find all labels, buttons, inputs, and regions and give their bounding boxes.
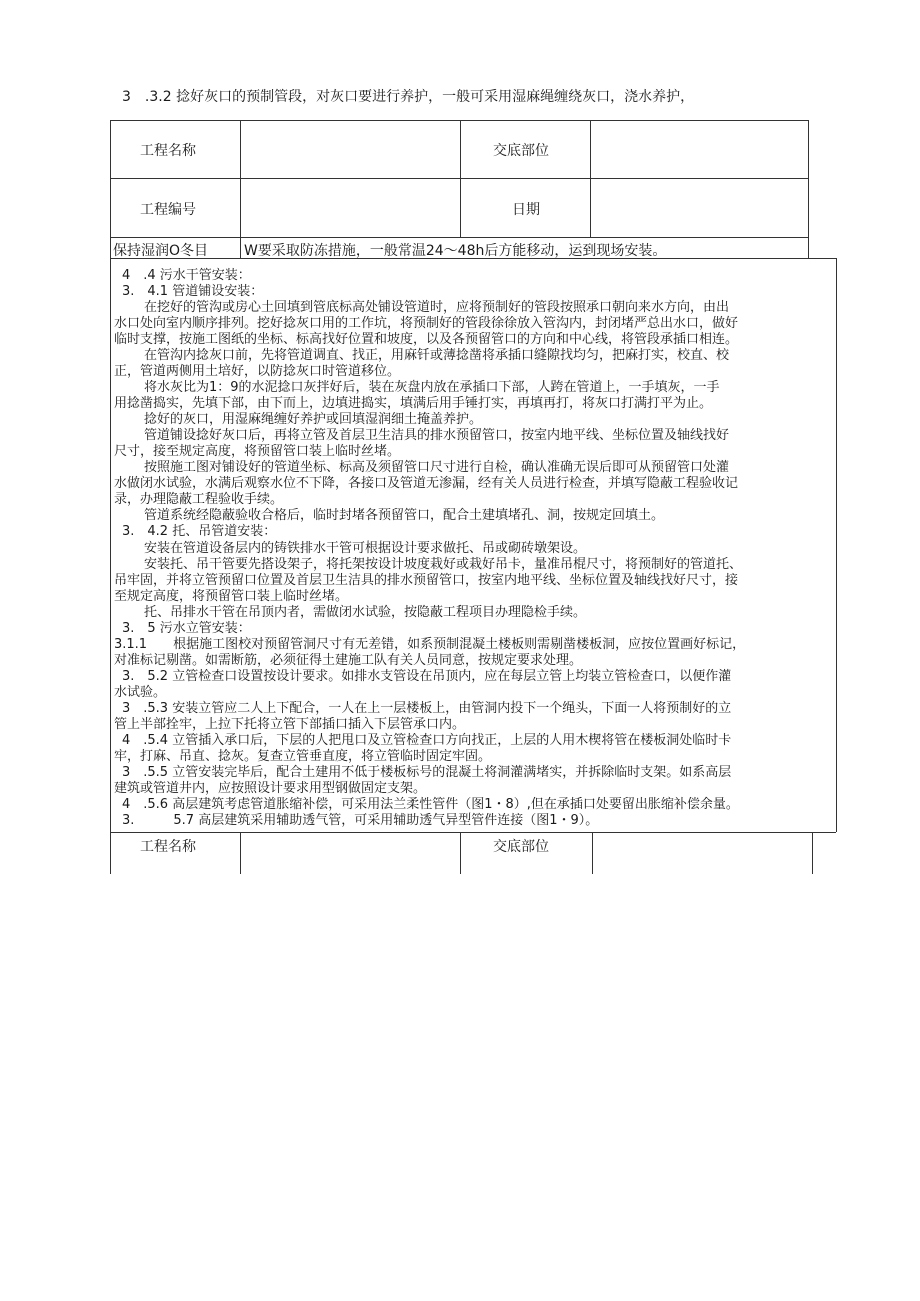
body-line: 管道系统经隐蔽验收合格后，临时封堵各预留管口，配合土建填堵孔、洞，按规定回填土。 [144,508,665,524]
body-line: 水试验。 [114,684,167,700]
body-line: 尺寸，接至规定高度，将预留管口装上临时丝堵。 [114,444,401,460]
body-line: 4 .5.4 立管插入承口后，下层的人把甩口及立管检查口方向找正，上层的人用木楔将管在楼板洞处临时卡 [122,732,732,748]
body-line: 将水灰比为1：9的水泥捻口灰拌好后，装在灰盘内放在承插口下部，人跨在管道上，一手填灰，一手 [144,380,720,396]
handover-part-label: 交底部位 [493,143,549,159]
intro-line: 3 .3.2 捻好灰口的预制管段，对灰口要进行养护，一般可采用湿麻绳缠绕灰口，浇水养护， [122,89,695,105]
body-line: 在管沟内捻灰口前，先将管道调直、找正，用麻钎或薄捻凿将承插口缝隙找均匀，把麻打实，校直、校 [144,348,730,364]
body-line: 3.1.1 根据施工图校对预留管洞尺寸有无差错，如系预制混凝土楼板则需剔凿楼板洞，应按位置画好标记， [114,636,746,652]
body-line: 对准标记剔凿。如需断筋，必须征得土建施工队有关人员同意，按规定要求处理。 [114,652,583,668]
body-line: 托、吊排水干管在吊顶内者，需做闭水试验，按隐蔽工程项目办理隐检手续。 [144,604,587,620]
body-line: 3 .5.3 安装立管应二人上下配合，一人在上一层楼板上，由管洞内投下一个绳头，下面一人将预制好的立 [122,700,732,716]
body-line: 在挖好的管沟或房心土回填到管底标高处铺设管道时，应将预制好的管段按照承口朝向来水方向，由出 [144,300,730,316]
body-line: 4 .4 污水干管安装： [122,268,251,283]
project-number-label: 工程编号 [140,202,196,218]
body-line: 安装在管道设备层内的铸铁排水干管可根据设计要求做托、吊或砌砖墩架设。 [144,540,587,556]
project-name-label: 工程名称 [140,143,196,159]
project-name-label-2: 工程名称 [140,839,196,855]
body-line: 至规定高度，将预留管口装上临时丝堵。 [114,588,349,604]
body-line: 管道铺设捻好灰口后，再将立管及首层卫生洁具的排水预留管口，按室内地平线、坐标位置及轴线找好 [144,428,730,444]
body-line: 管上半部拴牢，上拉下托将立管下部插口插入下层管承口内。 [114,716,466,732]
body-line: 4 .5.6 高层建筑考虑管道胀缩补偿，可采用法兰柔性管件（图1・8）,但在承插口处要留出胀缩补偿余量。 [122,796,739,812]
continuation-left: 保持湿润O冬目 [113,243,209,259]
body-line: 录，办理隐蔽工程验收手续。 [114,492,284,508]
body-line: 3. 5.7 高层建筑采用辅助透气管，可采用辅助透气异型管件连接（图1・9）。 [122,813,599,828]
handover-part-label-2: 交底部位 [493,839,549,855]
body-line: 按照施工图对铺设好的管道坐标、标高及须留管口尺寸进行自检，确认准确无误后即可从预留管口处灌 [144,460,730,476]
body-line: 水口处向室内顺序排列。挖好捻灰口用的工作坑，将预制好的管段徐徐放入管沟内，封闭堵严总出水口，做好 [114,316,739,332]
body-line: 牢，打麻、吊直、捻灰。复查立管垂直度，将立管临时固定牢固。 [114,748,492,764]
body-line: 3 .5.5 立管安装完毕后，配合土建用不低于楼板标号的混凝土将洞灌满堵实，并拆除临时支架。如系高层 [122,764,732,780]
body-line: 3. 4.2 托、吊管道安装： [122,524,277,540]
continuation-right: W要采取防冻措施，一般常温24～48h后方能移动，运到现场安装。 [244,243,667,259]
body-line: 临时支撑，按施工图纸的坐标、标高找好位置和坡度，以及各预留管口的方向和中心线，将管段承插口相连。 [114,332,739,348]
body-line: 捻好的灰口，用湿麻绳缠好养护或回填湿润细土掩盖养护。 [144,412,483,428]
body-line: 用捻凿捣实，先填下部，由下而上，边填进捣实，填满后用手锤打实，再填再打，将灰口打满打平为止。 [114,396,713,412]
body-line: 3. 5.2 立管检查口设置按设计要求。如排水支管设在吊顶内，应在每层立管上均装立管检查口，以便作灌 [122,668,732,684]
body-line: 正，管道两侧用土培好，以防捻灰口时管道移位。 [114,364,401,380]
body-line: 安装托、吊干管要先搭设架子，将托架按设计坡度栽好或栽好吊卡，量准吊棍尺寸，将预制好的管道托、 [144,556,743,572]
body-line: 吊牢固，并将立管预留口位置及首层卫生洁具的排水预留管口，按室内地平线、坐标位置及轴线找好尺寸，接 [114,572,739,588]
body-line: 建筑或管道井内，应按照设计要求用型钢做固定支架。 [114,780,427,796]
body-line: 3. 4.1 管道铺设安装： [122,284,264,300]
body-line: 水做闭水试验，水满后观察水位不下降，各接口及管道无渗漏，经有关人员进行检查，并填写隐蔽工程验收记 [114,476,739,492]
body-line: 3. 5 污水立管安装： [122,620,251,636]
date-label: 日期 [512,202,540,218]
